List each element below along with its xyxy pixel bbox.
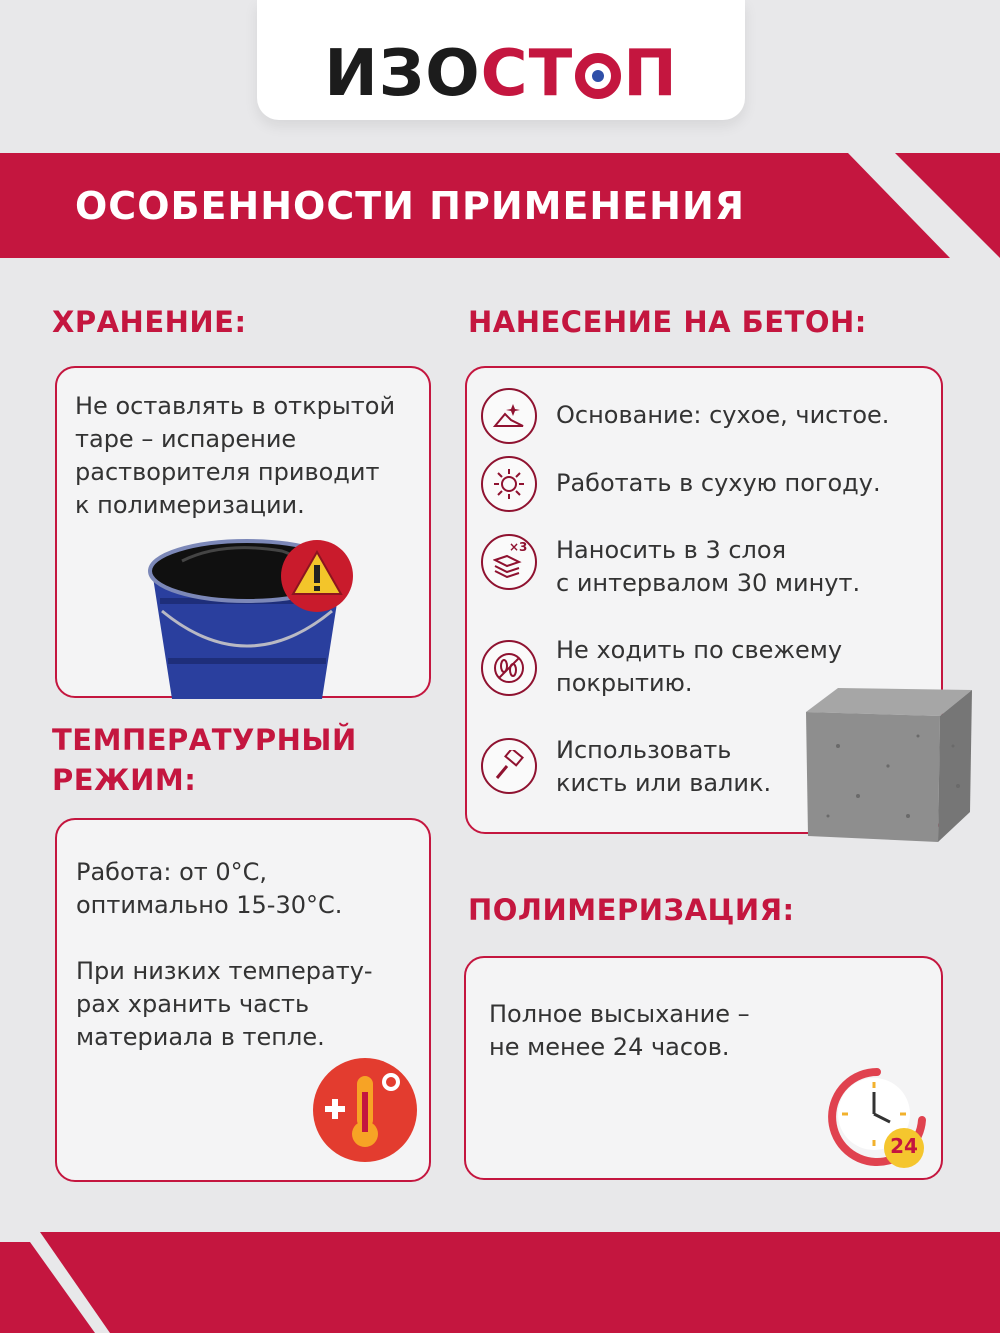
temperature-heading-line: ТЕМПЕРАТУРНЫЙ [52, 723, 357, 757]
polymerization-line: Полное высыхание – [489, 1000, 750, 1028]
polymerization-card [464, 956, 943, 1180]
clock-icon [818, 1060, 936, 1178]
layers-x3-icon [481, 534, 537, 590]
concrete-item-line: Использовать [556, 736, 732, 764]
storage-heading: ХРАНЕНИЕ: [52, 305, 247, 339]
temperature-heading [52, 720, 432, 800]
concrete-item-line: Основание: сухое, чистое. [556, 401, 890, 429]
temperature-card [55, 818, 431, 1182]
surface-icon [481, 388, 537, 444]
sun-icon [481, 456, 537, 512]
thermometer-icon [311, 1056, 419, 1164]
concrete-item-text [556, 467, 936, 500]
temperature-heading-line: РЕЖИМ: [52, 763, 197, 797]
storage-text [75, 390, 425, 522]
concrete-item-text [556, 734, 816, 800]
concrete-item-text [556, 399, 936, 432]
bottom-band [0, 1232, 1000, 1333]
temperature-text [76, 856, 421, 1054]
no-walking-icon [481, 640, 537, 696]
concrete-heading: НАНЕСЕНИЕ НА БЕТОН: [468, 305, 867, 339]
clock-badge: 24 [890, 1134, 918, 1158]
concrete-item-line: Работать в сухую погоду. [556, 469, 881, 497]
polymerization-line: не менее 24 часов. [489, 1033, 730, 1061]
logo-part-1: ИЗО [324, 37, 481, 111]
page-title: ОСОБЕННОСТИ ПРИМЕНЕНИЯ [75, 184, 746, 228]
logo-o-icon [575, 53, 621, 99]
concrete-item-text [556, 534, 936, 600]
storage-card [55, 366, 431, 698]
polymerization-text [489, 998, 889, 1064]
storage-line: растворителя приводит [75, 458, 380, 486]
temperature-line: оптимально 15-30°С. [76, 891, 343, 919]
concrete-item-line: покрытию. [556, 669, 693, 697]
concrete-item-line: Не ходить по свежему [556, 636, 843, 664]
bucket-image [142, 531, 412, 699]
concrete-block-image [798, 686, 974, 844]
brand-logo [257, 34, 745, 114]
storage-line: Не оставлять в открытой [75, 392, 396, 420]
brush-icon [481, 738, 537, 794]
temperature-line: При низких температу- [76, 957, 373, 985]
storage-line: к полимеризации. [75, 491, 305, 519]
temperature-line: материала в тепле. [76, 1023, 325, 1051]
warning-icon [279, 538, 355, 614]
temperature-line: Работа: от 0°С, [76, 858, 268, 886]
layers-badge: ×3 [509, 540, 528, 554]
logo-card [257, 0, 745, 120]
temperature-line: рах хранить часть [76, 990, 310, 1018]
concrete-item-line: с интервалом 30 минут. [556, 569, 861, 597]
polymerization-heading: ПОЛИМЕРИЗАЦИЯ: [468, 893, 795, 927]
storage-line: таре – испарение [75, 425, 297, 453]
concrete-item-line: Наносить в 3 слоя [556, 536, 787, 564]
logo-part-2: СТ [480, 37, 574, 111]
concrete-item-line: кисть или валик. [556, 769, 772, 797]
logo-part-3: П [623, 37, 678, 111]
